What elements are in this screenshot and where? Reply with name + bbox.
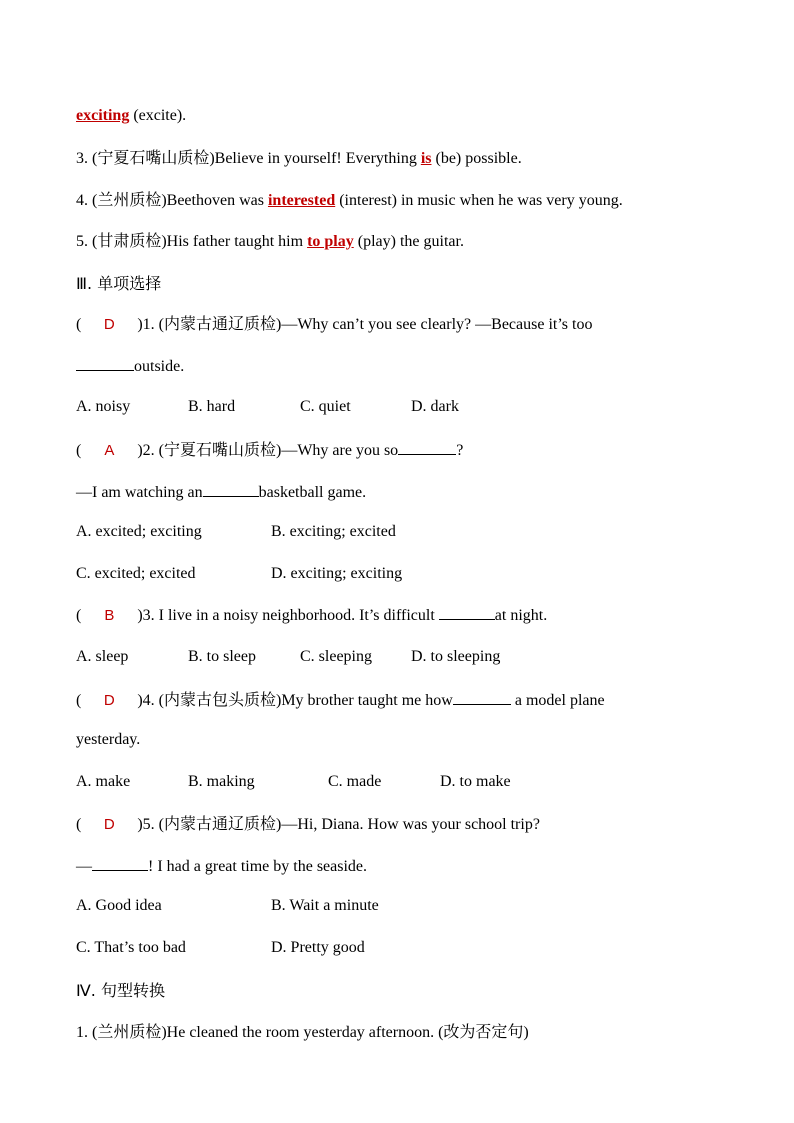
- option-d[interactable]: D. to make: [440, 773, 511, 790]
- question-stem: at night.: [494, 607, 548, 624]
- question-stem: outside.: [134, 358, 185, 375]
- option-d[interactable]: D. dark: [411, 398, 459, 415]
- answer-blank: [453, 690, 511, 705]
- item-text: 5. (甘肃质检)His father taught him: [76, 233, 308, 250]
- mc-question-5: [76, 815, 540, 835]
- question-stem: )5. (内蒙古通辽质检)—Hi, Diana. How was your school trip?: [137, 816, 540, 833]
- option-a[interactable]: A. Good idea: [76, 897, 162, 914]
- mc-question-1-cont: [76, 356, 184, 377]
- answer-word: exciting: [76, 107, 130, 124]
- option-b[interactable]: B. making: [188, 773, 255, 790]
- question-stem: )2. (宁夏石嘴山质检)—Why are you so: [137, 442, 399, 459]
- hint-text: (excite).: [129, 107, 187, 124]
- mc-question-2-cont: [76, 482, 366, 503]
- mc-question-2: [76, 440, 463, 461]
- fill-line-continuation: [76, 106, 186, 126]
- option-b[interactable]: B. Wait a minute: [271, 897, 379, 914]
- mc-answer: D: [103, 816, 115, 833]
- answer-blank: [76, 356, 134, 371]
- answer-blank: [439, 605, 495, 620]
- option-b[interactable]: B. exciting; excited: [271, 523, 396, 540]
- mc-question-3: [76, 605, 547, 626]
- option-b[interactable]: B. hard: [188, 398, 236, 415]
- section-title-sentence-transform: Ⅳ. 句型转换: [76, 981, 165, 1000]
- mc-answer: D: [103, 316, 115, 333]
- answer-blank: [203, 482, 259, 497]
- paren-open: (: [76, 607, 82, 624]
- option-a[interactable]: A. excited; exciting: [76, 523, 202, 540]
- question-stem: )1. (内蒙古通辽质检)—Why can’t you see clearly? —Because it’s too: [137, 316, 593, 333]
- question-stem: —: [76, 858, 92, 875]
- mc-question-4: [76, 690, 605, 711]
- question-stem: —I am watching an: [76, 484, 203, 501]
- answer-blank: [398, 440, 456, 455]
- answer-blank: [92, 856, 148, 871]
- mc-question-1: [76, 315, 592, 335]
- fill-item-3: [76, 149, 522, 169]
- answer-word: to play: [307, 233, 354, 250]
- mc-question-5-cont: [76, 856, 367, 877]
- mc-answer: B: [104, 607, 115, 624]
- item-text: 4. (兰州质检)Beethoven was: [76, 192, 268, 209]
- option-d[interactable]: D. to sleeping: [411, 648, 501, 665]
- mc-answer: D: [103, 692, 115, 709]
- option-a[interactable]: A. noisy: [76, 398, 131, 415]
- item-text: 3. (宁夏石嘴山质检)Believe in yourself! Everything: [76, 150, 421, 167]
- answer-word: interested: [267, 192, 336, 209]
- option-a[interactable]: A. sleep: [76, 648, 129, 665]
- question-stem: ! I had a great time by the seaside.: [148, 858, 368, 875]
- hint-text: (be) possible.: [431, 150, 522, 167]
- option-a[interactable]: A. make: [76, 773, 131, 790]
- hint-text: (play) the guitar.: [353, 233, 464, 250]
- transform-item-1: 1. (兰州质检)He cleaned the room yesterday afternoon. (改为否定句): [76, 1024, 529, 1041]
- option-d[interactable]: D. Pretty good: [271, 939, 365, 956]
- mc-answer: A: [104, 442, 115, 459]
- mc-question-4-cont: yesterday.: [76, 731, 141, 748]
- option-c[interactable]: C. quiet: [300, 398, 351, 415]
- paren-open: (: [76, 692, 82, 709]
- question-stem: basketball game.: [258, 484, 367, 501]
- paren-open: (: [76, 442, 82, 459]
- question-stem: ?: [456, 442, 464, 459]
- option-d[interactable]: D. exciting; exciting: [271, 565, 403, 582]
- option-c[interactable]: C. excited; excited: [76, 565, 196, 582]
- paren-open: (: [76, 816, 82, 833]
- paren-open: (: [76, 316, 82, 333]
- question-stem: )3. I live in a noisy neighborhood. It’s difficult: [137, 607, 439, 624]
- option-c[interactable]: C. made: [328, 773, 382, 790]
- option-c[interactable]: C. That’s too bad: [76, 939, 186, 956]
- question-stem: a model plane: [510, 692, 605, 709]
- option-b[interactable]: B. to sleep: [188, 648, 256, 665]
- answer-word: is: [420, 150, 432, 167]
- fill-item-4: [76, 191, 623, 211]
- section-title-multiple-choice: Ⅲ. 单项选择: [76, 274, 162, 293]
- option-c[interactable]: C. sleeping: [300, 648, 372, 665]
- fill-item-5: [76, 232, 464, 252]
- question-stem: )4. (内蒙古包头质检)My brother taught me how: [137, 692, 453, 709]
- hint-text: (interest) in music when he was very young.: [335, 192, 623, 209]
